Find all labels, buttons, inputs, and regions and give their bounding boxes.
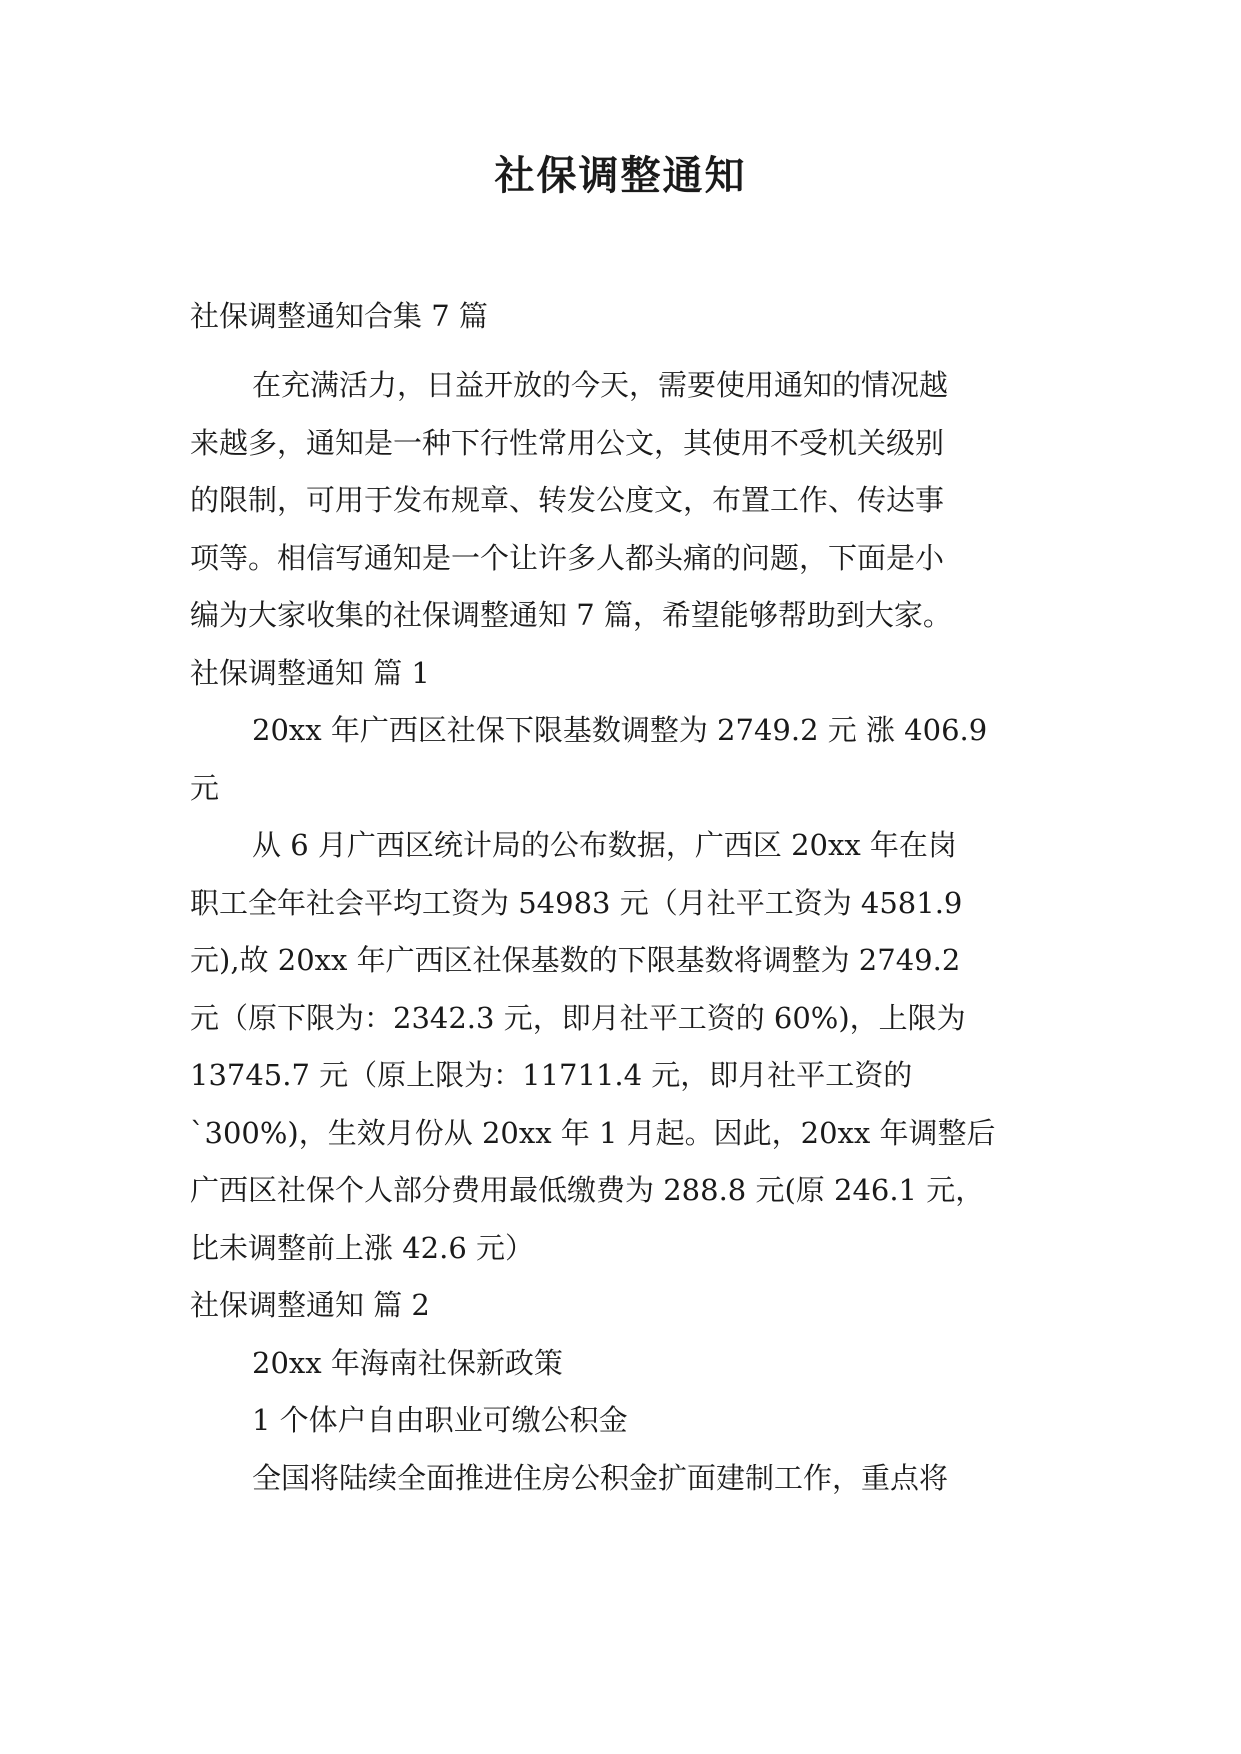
document-body	[190, 357, 1050, 1507]
paragraph-line: 比未调整前上涨 42.6 元）	[190, 1230, 535, 1265]
paragraph-line: 元),故 20xx 年广西区社保基数的下限基数将调整为 2749.2	[190, 943, 961, 977]
document-subtitle: 社保调整通知合集 7 篇	[190, 299, 488, 333]
paragraph-line: 20xx 年广西区社保下限基数调整为 2749.2 元 涨 406.9	[252, 713, 988, 747]
section-heading: 社保调整通知 篇 2	[190, 1288, 430, 1322]
paragraph-line: 20xx 年海南社保新政策	[252, 1345, 563, 1380]
paragraph-line: 全国将陆续全面推进住房公积金扩面建制工作，重点将	[252, 1460, 949, 1495]
paragraph-line: 1 个体户自由职业可缴公积金	[252, 1403, 628, 1437]
paragraph-line: 职工全年社会平均工资为 54983 元（月社平工资为 4581.9	[190, 885, 963, 920]
paragraph-line: 元	[190, 770, 220, 805]
paragraph-line: 来越多，通知是一种下行性常用公文，其使用不受机关级别	[190, 425, 945, 460]
document-title: 社保调整通知	[494, 152, 747, 199]
section-heading: 社保调整通知 篇 1	[190, 655, 430, 690]
paragraph-line: 在充满活力，日益开放的今天，需要使用通知的情况越	[252, 368, 949, 402]
paragraph-line: 项等。相信写通知是一个让许多人都头痛的问题，下面是小	[190, 540, 945, 575]
paragraph-line: 从 6 月广西区统计局的公布数据，广西区 20xx 年在岗	[252, 828, 957, 862]
paragraph-line: 编为大家收集的社保调整通知 7 篇，希望能够帮助到大家。	[190, 598, 952, 632]
paragraph-line: 广西区社保个人部分费用最低缴费为 288.8 元(原 246.1 元，	[190, 1173, 985, 1207]
paragraph-line: 的限制，可用于发布规章、转发公度文，布置工作、传达事	[190, 483, 945, 517]
paragraph-line: 13745.7 元（原上限为：11711.4 元，即月社平工资的	[190, 1058, 913, 1092]
paragraph-line: `300%)，生效月份从 20xx 年 1 月起。因此，20xx 年调整后	[190, 1115, 996, 1150]
paragraph-line: 元（原下限为：2342.3 元，即月社平工资的 60%)，上限为	[190, 1000, 966, 1035]
